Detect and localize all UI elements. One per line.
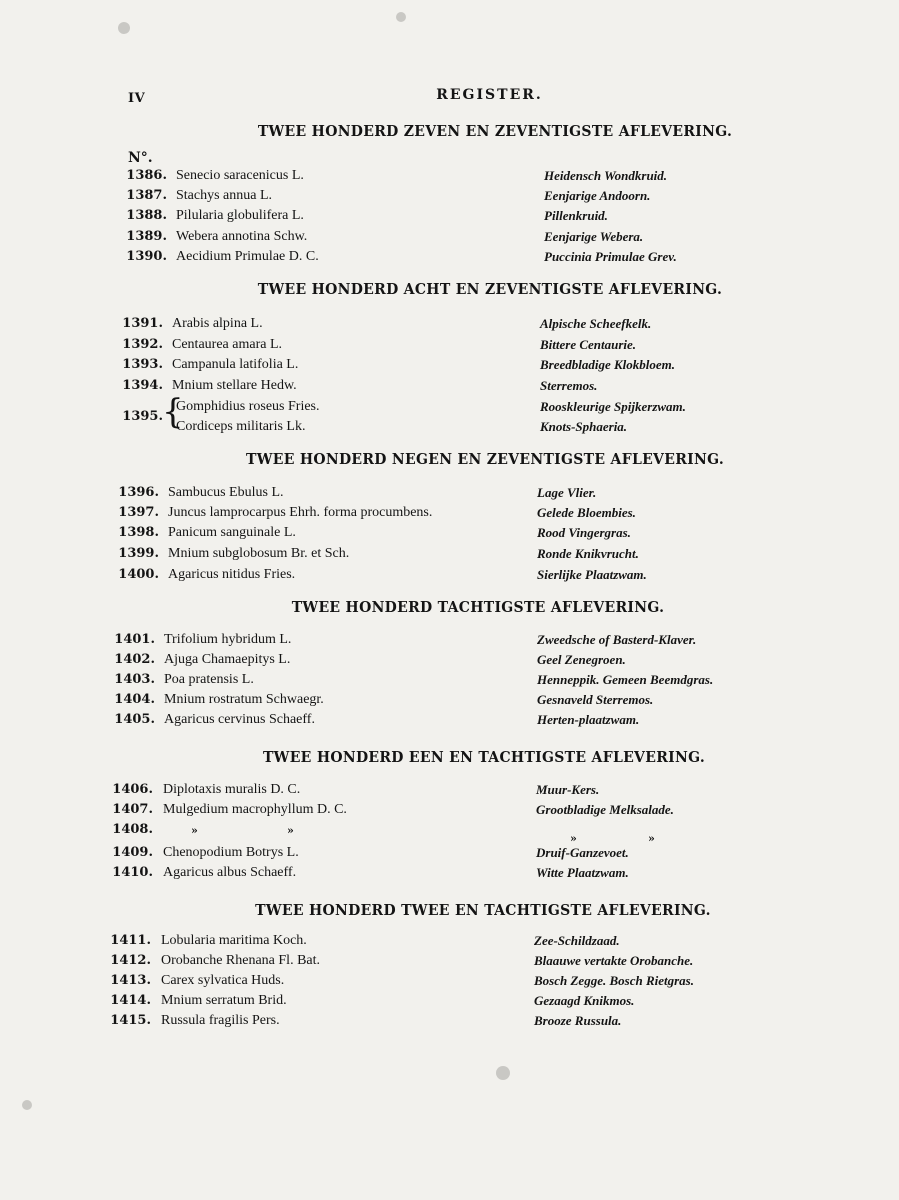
scientific-name: Webera annotina Schw. [176, 229, 308, 244]
dutch-name: Sierlijke Plaatzwam. [537, 567, 647, 582]
entry-number: 1403. [114, 672, 155, 687]
register-entry [0, 692, 899, 712]
dutch-name: Witte Plaatzwam. [536, 865, 629, 880]
ditto-mark: » [287, 824, 294, 837]
ditto-mark: » [648, 832, 655, 845]
entry-number: 1393. [122, 357, 163, 372]
dutch-name: Eenjarige Webera. [544, 229, 644, 244]
brace-symbol: { [162, 392, 184, 432]
entry-number: 1402. [114, 652, 155, 667]
register-entry [0, 505, 899, 525]
register-entry [0, 567, 899, 587]
entry-number: 1399. [118, 546, 159, 561]
dutch-name: Muur-Kers. [536, 782, 600, 797]
entry-number: 1409. [112, 845, 153, 860]
entry-number: 1407. [112, 802, 153, 817]
entry-number: 1386. [126, 168, 167, 183]
register-entry [0, 546, 899, 566]
entry-number: 1413. [110, 973, 151, 988]
scientific-name: Mnium rostratum Schwaegr. [164, 692, 324, 707]
section-heading: TWEE HONDERD ACHT EN ZEVENTIGSTE AFLEVERING. [257, 281, 723, 299]
register-entry [0, 865, 899, 885]
dutch-name: Pillenkruid. [544, 208, 608, 223]
running-head: REGISTER. [436, 87, 543, 103]
register-entry [0, 782, 899, 802]
register-entry [0, 188, 899, 208]
entry-number: 1405. [114, 712, 155, 727]
entry-number: 1389. [126, 229, 167, 244]
scientific-name: Trifolium hybridum L. [164, 632, 292, 647]
dutch-name: Knots-Sphaeria. [540, 419, 628, 434]
number-column-label: N°. [128, 150, 153, 166]
dutch-name: Gelede Bloembies. [537, 505, 636, 520]
scientific-name: Pilularia globulifera L. [176, 208, 304, 223]
dutch-name: Zee-Schildzaad. [534, 933, 620, 948]
register-entry [0, 316, 899, 336]
register-entry [0, 933, 899, 953]
dutch-name: Bittere Centaurie. [540, 337, 637, 352]
scientific-name: Diplotaxis muralis D. C. [163, 782, 301, 797]
dutch-name: Grootbladige Melksalade. [536, 802, 674, 817]
entry-number: 1401. [114, 632, 155, 647]
dutch-name: Gesnaveld Sterremos. [537, 692, 654, 707]
register-entry [0, 845, 899, 865]
register-entry [0, 249, 899, 269]
dutch-name: Lage Vlier. [537, 485, 597, 500]
register-entry [0, 632, 899, 652]
dutch-name: Druif-Ganzevoet. [536, 845, 629, 860]
entry-number: 1414. [110, 993, 151, 1008]
register-entry [0, 1013, 899, 1033]
scientific-name: Centaurea amara L. [172, 337, 282, 352]
section-heading: TWEE HONDERD EEN EN TACHTIGSTE AFLEVERING. [262, 749, 706, 767]
dutch-name: Rooskleurige Spijkerzwam. [540, 399, 686, 414]
dutch-name: Breedbladige Klokbloem. [540, 357, 676, 372]
scientific-name: Mulgedium macrophyllum D. C. [163, 802, 347, 817]
dutch-name: Geel Zenegroen. [537, 652, 626, 667]
scientific-name: Carex sylvatica Huds. [161, 973, 285, 988]
scientific-name: Russula fragilis Pers. [161, 1013, 280, 1028]
scientific-name: Chenopodium Botrys L. [163, 845, 299, 860]
entry-number: 1400. [118, 567, 159, 582]
scientific-name: Mnium stellare Hedw. [172, 378, 297, 393]
scientific-name: Cordiceps militaris Lk. [176, 419, 306, 434]
scientific-name: Gomphidius roseus Fries. [176, 399, 320, 414]
register-entry [0, 973, 899, 993]
scientific-name: Campanula latifolia L. [172, 357, 299, 372]
dutch-name: Puccinia Primulae Grev. [544, 249, 677, 264]
dutch-name: Eenjarige Andoorn. [544, 188, 651, 203]
register-entry [0, 525, 899, 545]
dutch-name: Heidensch Wondkruid. [544, 168, 668, 183]
register-entry [0, 168, 899, 188]
entry-number: 1398. [118, 525, 159, 540]
entry-number: 1412. [110, 953, 151, 968]
dutch-name: Alpische Scheefkelk. [540, 316, 652, 331]
entry-number: 1394. [122, 378, 163, 393]
dutch-name: Blaauwe vertakte Orobanche. [534, 953, 694, 968]
dutch-name: Gezaagd Knikmos. [534, 993, 635, 1008]
entry-number: 1396. [118, 485, 159, 500]
entry-number: 1415. [110, 1013, 151, 1028]
scientific-name: Mnium serratum Brid. [161, 993, 287, 1008]
scientific-name: Lobularia maritima Koch. [161, 933, 307, 948]
ditto-mark: » [191, 824, 198, 837]
page-number: IV [128, 91, 146, 106]
register-entry [0, 953, 899, 973]
section-heading: TWEE HONDERD TACHTIGSTE AFLEVERING. [291, 599, 665, 617]
dutch-name: Sterremos. [540, 378, 598, 393]
section-heading: TWEE HONDERD ZEVEN EN ZEVENTIGSTE AFLEVERING. [257, 123, 733, 141]
entry-number: 1410. [112, 865, 153, 880]
scientific-name: Poa pratensis L. [164, 672, 254, 687]
section-heading: TWEE HONDERD TWEE EN TACHTIGSTE AFLEVERING. [255, 902, 711, 920]
register-entry [0, 337, 899, 357]
scientific-name: Orobanche Rhenana Fl. Bat. [161, 953, 321, 968]
dutch-name: Henneppik. Gemeen Beemdgras. [537, 672, 714, 687]
scientific-name: Mnium subglobosum Br. et Sch. [168, 546, 350, 561]
scientific-name: Agaricus cervinus Schaeff. [164, 712, 315, 727]
scientific-name: Panicum sanguinale L. [168, 525, 296, 540]
ditto-mark: » [570, 832, 577, 845]
scientific-name: Agaricus albus Schaeff. [163, 865, 297, 880]
scientific-name: Stachys annua L. [176, 188, 273, 203]
entry-number: 1395. [122, 409, 163, 424]
entry-number: 1387. [126, 188, 167, 203]
entry-number: 1406. [112, 782, 153, 797]
register-entry [0, 357, 899, 377]
register-entry [0, 485, 899, 505]
scientific-name: Sambucus Ebulus L. [168, 485, 284, 500]
entry-number: 1408. [112, 822, 153, 837]
scientific-name: Senecio saracenicus L. [176, 168, 304, 183]
register-entry [0, 672, 899, 692]
dutch-name: Brooze Russula. [534, 1013, 622, 1028]
dutch-name: Rood Vingergras. [537, 525, 631, 540]
entry-number: 1392. [122, 337, 163, 352]
register-entry [0, 229, 899, 249]
entry-number: 1388. [126, 208, 167, 223]
dutch-name: Zweedsche of Basterd-Klaver. [537, 632, 697, 647]
dutch-name: Bosch Zegge. Bosch Rietgras. [534, 973, 694, 988]
dutch-name: Herten-plaatzwam. [537, 712, 640, 727]
register-entry [0, 993, 899, 1013]
scientific-name: Arabis alpina L. [172, 316, 263, 331]
scientific-name: Juncus lamprocarpus Ehrh. forma procumbens. [168, 505, 433, 520]
register-entry [0, 802, 899, 822]
entry-number: 1391. [122, 316, 163, 331]
register-entry [0, 392, 899, 441]
register-entry [0, 822, 899, 845]
entry-number: 1390. [126, 249, 167, 264]
register-entry [0, 208, 899, 228]
entry-number: 1411. [110, 933, 151, 948]
section-heading: TWEE HONDERD NEGEN EN ZEVENTIGSTE AFLEVERING. [245, 451, 725, 469]
scientific-name: Aecidium Primulae D. C. [176, 249, 319, 264]
register-entry [0, 378, 899, 398]
entry-number: 1397. [118, 505, 159, 520]
dutch-name: Ronde Knikvrucht. [537, 546, 639, 561]
scientific-name: Ajuga Chamaepitys L. [164, 652, 291, 667]
entry-number: 1404. [114, 692, 155, 707]
scientific-name: Agaricus nitidus Fries. [168, 567, 296, 582]
register-entry [0, 652, 899, 672]
register-entry [0, 712, 899, 732]
